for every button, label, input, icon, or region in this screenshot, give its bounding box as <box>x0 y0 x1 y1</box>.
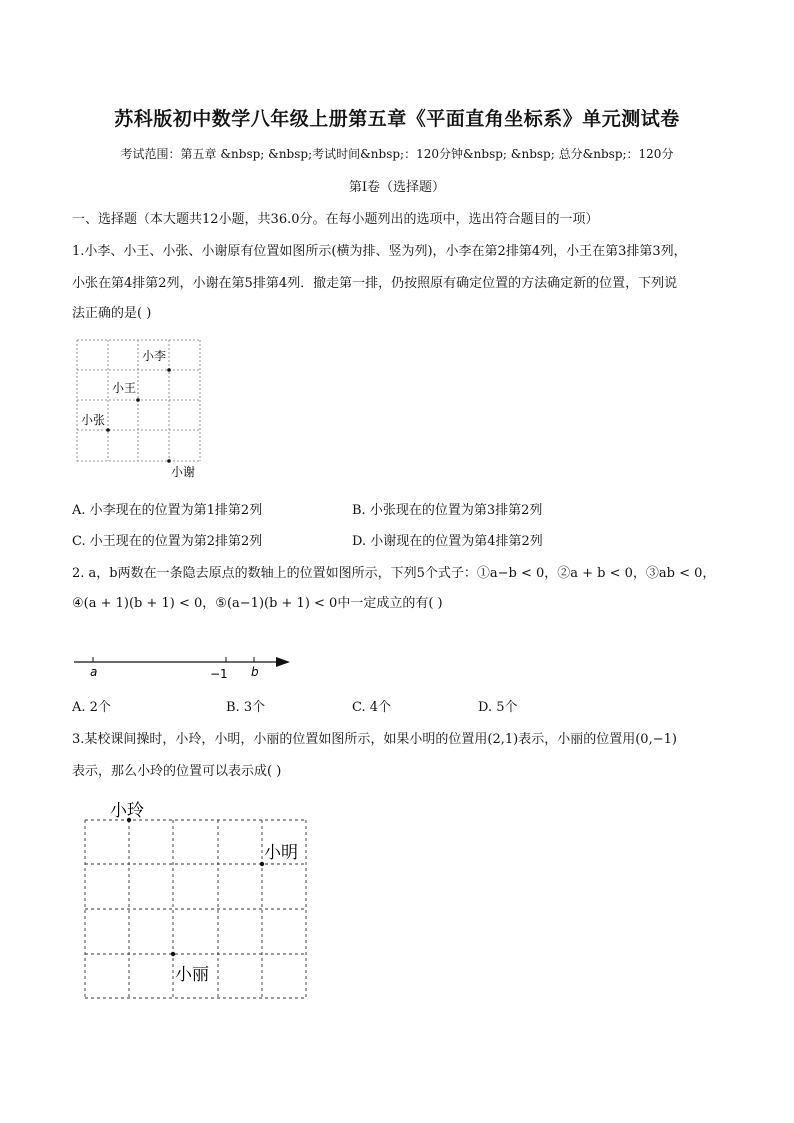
q3-text-line2: 表示，那么小玲的位置可以表示成( ) <box>72 764 282 779</box>
q2-number-line <box>70 648 300 684</box>
q1-dot-xie <box>167 459 171 463</box>
q1-text-line3: 法正确的是( ) <box>72 306 152 321</box>
q2-label-b: b <box>251 665 259 679</box>
q1-dot-zhang <box>106 428 110 432</box>
q2-label-a: a <box>90 665 98 679</box>
q1-label-li: 小李 <box>142 349 167 363</box>
exam-info: 考试范围：第五章 &nbsp; &nbsp;考试时间&nbsp;：120分钟&nbsp; &nbsp; 总分&nbsp;：120分 <box>120 147 674 161</box>
q1-label-zhang: 小张 <box>81 413 106 427</box>
q1-text-line2: 小张在第4排第2列，小谢在第5排第4列．撤走第一排，仍按照原有确定位置的方法确定新的位置，下列说 <box>72 276 678 291</box>
q3-label-ming: 小明 <box>264 843 298 863</box>
q2-text-line2: ④(a + 1)(b + 1) < 0，⑤(a−1)(b + 1) < 0中一定成立的有( ) <box>72 596 443 611</box>
q2-option-d[interactable]: D. 5个 <box>478 700 518 715</box>
q1-seating-figure <box>70 334 210 484</box>
q1-option-a[interactable]: A. 小李现在的位置为第1排第2列 <box>72 503 263 518</box>
q3-position-figure <box>80 792 320 1004</box>
q1-option-d[interactable]: D. 小谢现在的位置为第4排第2列 <box>352 534 543 549</box>
q1-option-b[interactable]: B. 小张现在的位置为第3排第2列 <box>352 503 543 518</box>
q2-axis-arrow <box>276 657 290 667</box>
q1-label-xie: 小谢 <box>171 465 196 479</box>
q1-label-wang: 小王 <box>112 381 137 395</box>
q1-dot-wang <box>136 398 140 402</box>
q3-dot-li <box>171 952 175 956</box>
q2-option-a[interactable]: A. 2个 <box>72 700 111 715</box>
q3-label-li: 小丽 <box>175 965 209 985</box>
volume-title: 第I卷（选择题） <box>348 180 446 195</box>
section-heading: 一、选择题（本大题共12小题，共36.0分。在每小题列出的选项中，选出符合题目的一项） <box>72 212 599 227</box>
q2-label-minus-one: −1 <box>210 667 228 681</box>
q3-text-line1: 3.某校课间操时，小玲，小明，小丽的位置如图所示，如果小明的位置用(2,1)表示，小丽的位置用(0,−1) <box>72 732 677 747</box>
q1-option-c[interactable]: C. 小王现在的位置为第2排第2列 <box>72 534 263 549</box>
q2-option-b[interactable]: B. 3个 <box>226 700 266 715</box>
q3-label-ling: 小玲 <box>110 801 144 821</box>
q2-text-line1: 2. a，b两数在一条隐去原点的数轴上的位置如图所示，下列5个式子：①a−b < 0，②a + b < 0，③ab < 0， <box>72 566 716 581</box>
page-title: 苏科版初中数学八年级上册第五章《平面直角坐标系》单元测试卷 <box>114 108 680 130</box>
q2-option-c[interactable]: C. 4个 <box>352 700 392 715</box>
q1-text-line1: 1.小李、小王、小张、小谢原有位置如图所示(横为排、竖为列)，小李在第2排第4列，小王在第3排第3列， <box>72 244 687 259</box>
q1-dot-li <box>167 368 171 372</box>
